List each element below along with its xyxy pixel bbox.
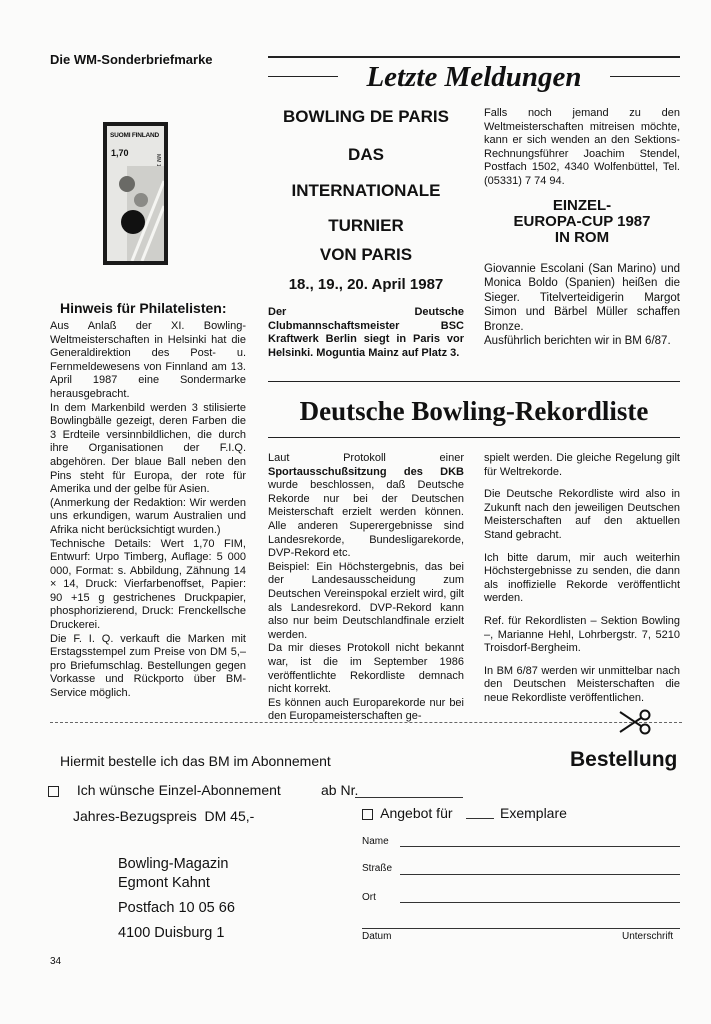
records-intro: Laut Protokoll einer: [268, 452, 464, 464]
date-label: Datum: [362, 931, 392, 942]
europa-cup-title-line: EINZEL-: [552, 197, 612, 214]
europa-cup-text: Giovannie Escolani (San Marino) und Monica Boldo (Spanien) heißen die Sieger. Titelverteidigerin Margot Simon und Bärbel Müller schaffen Bronze.: [484, 263, 680, 333]
paris-line: VON PARIS: [319, 245, 413, 264]
offer-label: Angebot für: [380, 805, 453, 821]
news-header: Letzte Meldungen: [366, 61, 582, 93]
records-col-1: [268, 452, 464, 724]
records-paragraph: Es können auch Europarekorde nur bei den Europameisterschaften ge-: [268, 696, 464, 723]
stamp-image: [103, 122, 168, 265]
records-paragraph: Die Deutsche Rekordliste wird also in Zukunft nach den jeweiligen Deutschen Meisterschaften auf den aktuellen Stand gebracht.: [484, 488, 680, 541]
records-paragraph: Beispiel: Ein Höchstergebnis, das bei der Landesausscheidung zum Deutschen Vereinspokal erzielt wird, gilt als Landesrekord. DVP-Rekord kann also nur beim Deutschlandfinale erzielt werden.: [268, 560, 464, 641]
travel-note: Falls noch jemand zu den Weltmeisterschaften mitreisen möchte, kann er sich wenden an den Sektions-Rechnungsführer Joachim Stendel, Postfach 1502, 4340 Wolfenbüttel, Tel. (05331) 7 74 94.: [484, 107, 680, 187]
paris-line: BOWLING DE PARIS: [283, 107, 449, 126]
news-header-row: [268, 60, 680, 94]
address-line: 4100 Duisburg 1: [118, 925, 225, 941]
address-line: Egmont Kahnt: [118, 875, 210, 891]
philately-paragraph: Die F. I. Q. verkauft die Marken mit Erstagsstempel zum Preise von DM 5,– pro Briefumschlag. Bestellungen gegen Vorkasse und Rückporto über BM-Service möglich.: [50, 632, 246, 700]
records-intro-bold: Sportausschußsitzung des DKB: [268, 465, 464, 478]
paris-line: INTERNATIONALE: [291, 181, 441, 200]
single-sub-checkbox[interactable]: [48, 786, 59, 797]
copies-line[interactable]: [466, 818, 494, 819]
city-label: Ort: [362, 892, 376, 903]
records-paragraph: Da mir dieses Protokoll nicht bekannt war, ist die im September 1986 veröffentlichte Rekordliste demnach nicht korrekt.: [268, 642, 464, 696]
from-no-line[interactable]: [355, 797, 463, 798]
philately-paragraph: (Anmerkung der Redaktion: Wir werden uns erkundigen, warum Australien und Afrika nicht berücksichtigt wurden.): [50, 496, 246, 536]
philately-paragraph: In dem Markenbild werden 3 stilisierte Bowlingbälle gezeigt, deren Farben die 3 Erdteile versinnbildlichen, die durch ihre Organisationen der F.I.Q. abgehören. Der blaue Ball neben den Pins steht für Europa, der rote für Amerika und der gelbe für Asien.: [50, 401, 246, 496]
page-number: 34: [50, 956, 62, 967]
records-paragraph: Ref. für Rekordlisten – Sektion Bowling –, Marianne Hehl, Lohrbergstr. 7, 5210 Troisdorf-Bergheim.: [484, 614, 680, 655]
street-label: Straße: [362, 863, 393, 874]
paris-line: TURNIER: [328, 216, 404, 235]
records-intro-paragraph: [268, 452, 464, 561]
offer-checkbox[interactable]: [362, 809, 373, 820]
stamp-section-title: Die WM-Sonderbriefmarke: [50, 52, 213, 67]
name-field[interactable]: [400, 846, 680, 847]
single-sub-label: Ich wünsche Einzel-Abonnement: [76, 782, 281, 798]
records-paragraph: In BM 6/87 werden wir unmittelbar nach den Deutschen Meisterschaften die neue Rekordliste veröffentlichen.: [484, 664, 680, 704]
philately-heading: Hinweis für Philatelisten:: [60, 300, 227, 316]
stamp-value: 1,70: [111, 148, 129, 158]
stamp-country: SUOMI FINLAND: [110, 132, 160, 139]
europa-cup-title: [482, 198, 682, 246]
paris-line: DAS: [348, 145, 384, 164]
news-bottom-rule: [268, 381, 680, 382]
address-line: Bowling-Magazin: [118, 856, 229, 872]
header-rule-right: [610, 76, 680, 77]
signature-label: Unterschrift: [622, 931, 674, 942]
paris-dates: 18., 19., 20. April 1987: [288, 276, 444, 293]
europa-cup-title-line: IN ROM: [554, 229, 610, 246]
paris-summary: Der Deutsche Clubmannschaftsmeister BSC Kraftwerk Berlin siegt in Paris vor Helsinki. Moguntia Mainz auf Platz 3.: [268, 306, 464, 359]
order-intro: Hiermit bestelle ich das BM im Abonnement: [60, 753, 331, 769]
paris-block: [266, 106, 466, 294]
date-signature-line[interactable]: [362, 928, 680, 929]
city-field[interactable]: [400, 902, 680, 903]
philately-paragraph: Aus Anlaß der XI. Bowling-Weltmeisterschaften in Helsinki hat die Generaldirektion des Post- u. Fernmeldewesens von Finnland am 13. April 1987 eine Sondermarke herausgebracht.: [50, 320, 246, 400]
street-field[interactable]: [400, 874, 680, 875]
records-title: Deutsche Bowling-Rekordliste: [299, 396, 649, 426]
europa-cup-title-line: EUROPA-CUP 1987: [513, 213, 651, 230]
philately-body: [50, 320, 246, 701]
single-sub-row[interactable]: [48, 782, 281, 798]
records-intro-rest: wurde beschlossen, daß Deutsche Rekorde nur bei der Deutschen Meisterschaft erzielt werden können. Alle anderen Superergebnisse sind Landesrekorde, Bundesligarekorde, DVP-Rekord etc.: [268, 479, 464, 560]
address-line: Postfach 10 05 66: [118, 900, 235, 916]
order-title: Bestellung: [570, 748, 678, 771]
top-rule: [268, 56, 680, 58]
records-paragraph: Ich bitte darum, mir auch weiterhin Höchstergebnisse zu senden, die dann als inoffizielle Rekorde veröffentlicht werden.: [484, 551, 680, 605]
records-col-2: [484, 452, 680, 706]
address-block: [118, 855, 235, 943]
yearly-price: Jahres-Bezugspreis DM 45,-: [73, 808, 255, 824]
offer-row[interactable]: [362, 805, 453, 821]
cut-line: [50, 722, 682, 723]
name-label: Name: [362, 836, 389, 847]
copies-label: Exemplare: [500, 805, 567, 821]
europa-cup-footer: Ausführlich berichten wir in BM 6/87.: [484, 335, 671, 347]
philately-paragraph: Technische Details: Wert 1,70 FIM, Entwurf: Urpo Timberg, Auflage: 5 000 000, Format: s. Abbildung, Zähnung 14 × 14, Druck: Vierfarbenoffset, Papier: 90 +15 g gestrichenes Druckpapier, phosphorizierend, Druck: Frenckellsche Druckerei.: [50, 537, 246, 632]
scissors-icon: [618, 709, 652, 735]
from-no-label: ab Nr.: [321, 782, 359, 798]
bowling-balls-icon: [107, 126, 164, 261]
records-title-rule: [268, 437, 680, 438]
records-paragraph: spielt werden. Die gleiche Regelung gilt für Weltrekorde.: [484, 452, 680, 478]
